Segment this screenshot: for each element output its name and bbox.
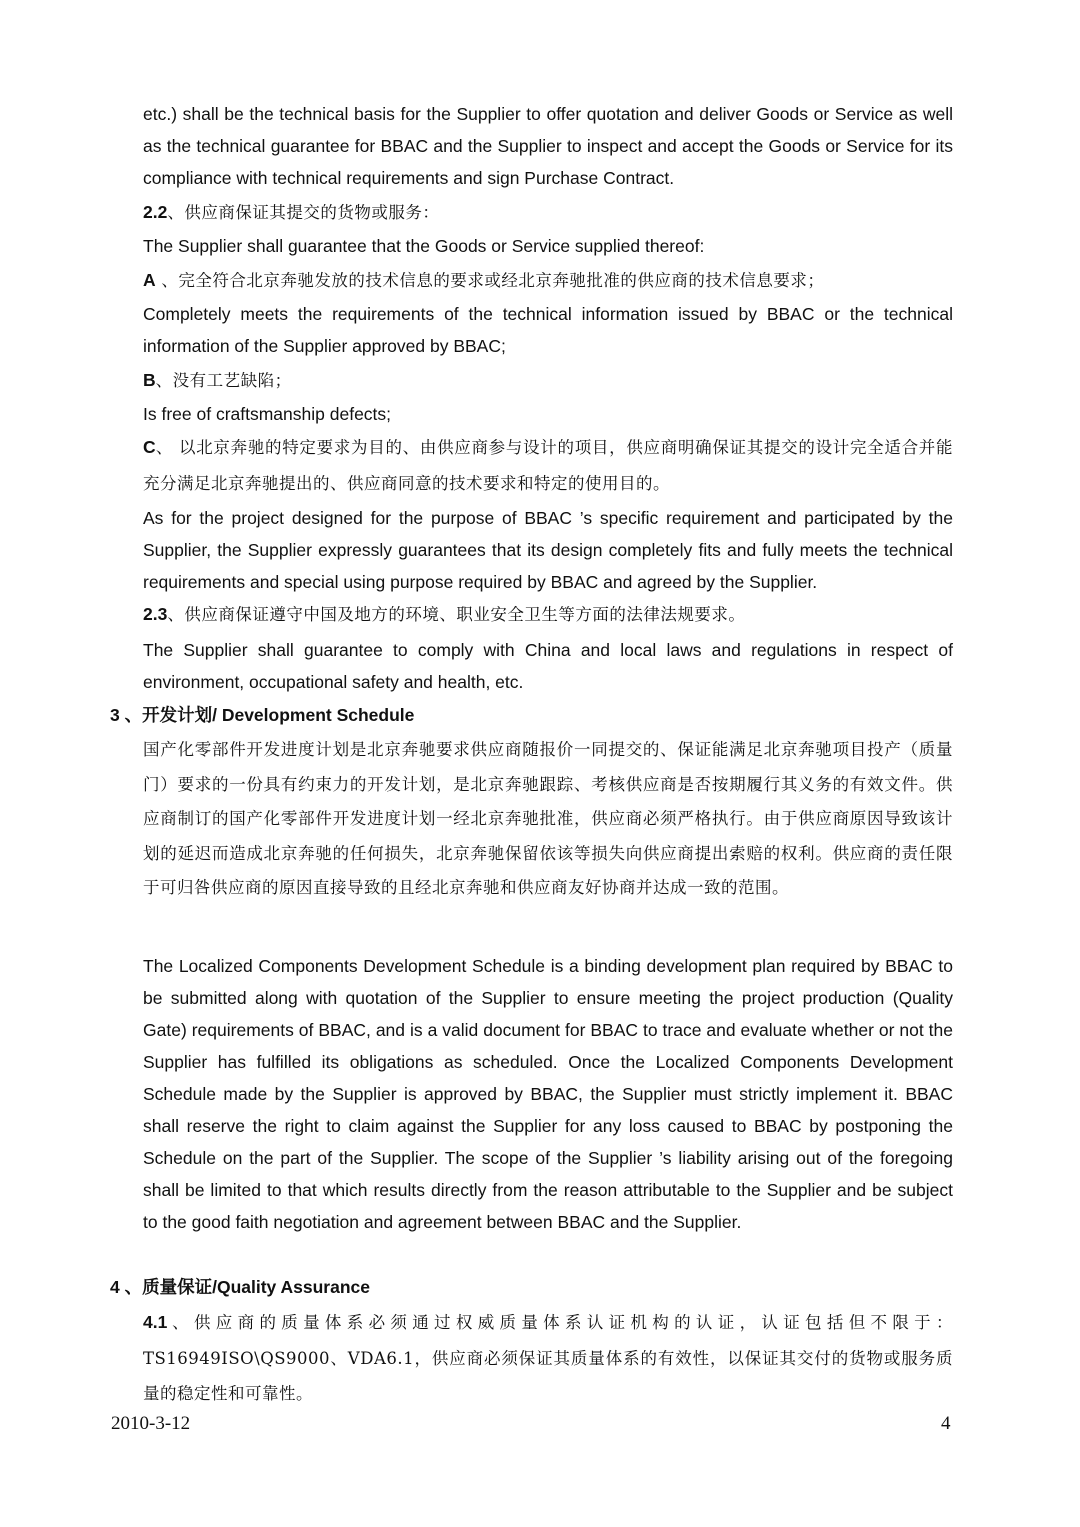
clause-2-3-en: The Supplier shall guarantee to comply with China and local laws and regulations in respect of environment, occupational safety and health, etc.: [143, 640, 953, 692]
footer-date: 2010-3-12: [111, 1413, 191, 1434]
item-label: C: [143, 437, 156, 457]
clause-number: 2.2: [143, 202, 168, 222]
item-a-en: Completely meets the requirements of the technical information issued by BBAC or the technical information of the Supplier approved by BBAC;: [143, 304, 953, 356]
clause-text-cn: 、供应商保证其提交的货物或服务：: [167, 203, 440, 222]
item-text-cn: 、 以北京奔驰的特定要求为目的、由供应商参与设计的项目，供应商明确保证其提交的设计完全适合并能充分满足北京奔驰提出的、供应商同意的技术要求和特定的使用目的。: [143, 438, 953, 493]
clause-2-2-en: The Supplier shall guarantee that the Goods or Service supplied thereof:: [143, 236, 705, 256]
clause-text-cn: 、供应商保证遵守中国及地方的环境、职业安全卫生等方面的法律法规要求。: [167, 605, 746, 624]
item-b-en: Is free of craftsmanship defects;: [143, 404, 392, 424]
item-b-cn: [143, 364, 953, 397]
clause-2-2-cn: [143, 196, 953, 229]
clause-number: 4.1: [143, 1312, 168, 1332]
section-4-heading: 4 、质量保证/Quality Assurance: [110, 1277, 370, 1297]
paragraph-technical-basis: etc.) shall be the technical basis for the Supplier to offer quotation and deliver Goods or Service as well as the technical guarantee for BBAC and the Supplier to inspect and accept the Goods or Service for its compliance with technical requirements and sign Purchase Contract.: [143, 104, 953, 188]
item-c-cn: [143, 430, 953, 501]
section-3-heading: 3 、开发计划/ Development Schedule: [110, 705, 415, 725]
item-a-cn: [143, 264, 953, 297]
item-label: A: [143, 270, 156, 290]
clause-text-cn: 、供应商的质量体系必须通过权威质量体系认证机构的认证，认证包括但不限于：TS16949ISO\QS9000、VDA6.1，供应商必须保证其质量体系的有效性，以保证其交付的货物或服务质量的稳定性和可靠性。: [143, 1313, 953, 1403]
clause-2-3-cn: [143, 598, 953, 631]
item-text-cn: 、没有工艺缺陷；: [155, 371, 292, 390]
item-c-en: As for the project designed for the purpose of BBAC ’s specific requirement and participated by the Supplier, the Supplier expressly guarantees that its design completely fits and fully meets the technical requirements and special using purpose required by BBAC and agreed by the Supplier.: [143, 508, 953, 592]
item-text-cn: 、完全符合北京奔驰发放的技术信息的要求或经北京奔驰批准的供应商的技术信息要求；: [155, 271, 825, 290]
section-3-text-en: The Localized Components Development Schedule is a binding development plan required by BBAC to be submitted along with quotation of the Supplier to ensure meeting the project production (Quality Gate) requirements of BBAC, and is a valid document for BBAC to trace and evaluate whether or not the Supplier has fulfilled its obligations as scheduled. Once the Localized Components Development Schedule made by the Supplier is approved by BBAC, the Supplier must strictly implement it. BBAC shall reserve the right to claim against the Supplier for any loss caused to BBAC by postponing the Schedule on the part of the Supplier. The scope of the Supplier ’s liability arising out of the foregoing shall be limited to that which results directly from the reason attributable to the Supplier and be subject to the good faith negotiation and agreement between BBAC and the Supplier.: [143, 956, 953, 1232]
footer-page-number: 4: [941, 1413, 951, 1434]
clause-number: 2.3: [143, 604, 168, 624]
item-label: B: [143, 370, 156, 390]
section-3-text-cn: 国产化零部件开发进度计划是北京奔驰要求供应商随报价一同提交的、保证能满足北京奔驰项目投产（质量门）要求的一份具有约束力的开发计划，是北京奔驰跟踪、考核供应商是否按期履行其义务的有效文件。供应商制订的国产化零部件开发进度计划一经北京奔驰批准，供应商必须严格执行。由于供应商原因导致该计划的延迟而造成北京奔驰的任何损失，北京奔驰保留依该等损失向供应商提出索赔的权利。供应商的责任限于可归咎供应商的原因直接导致的且经北京奔驰和供应商友好协商并达成一致的范围。: [143, 740, 953, 897]
clause-4-1-cn: [143, 1305, 953, 1412]
